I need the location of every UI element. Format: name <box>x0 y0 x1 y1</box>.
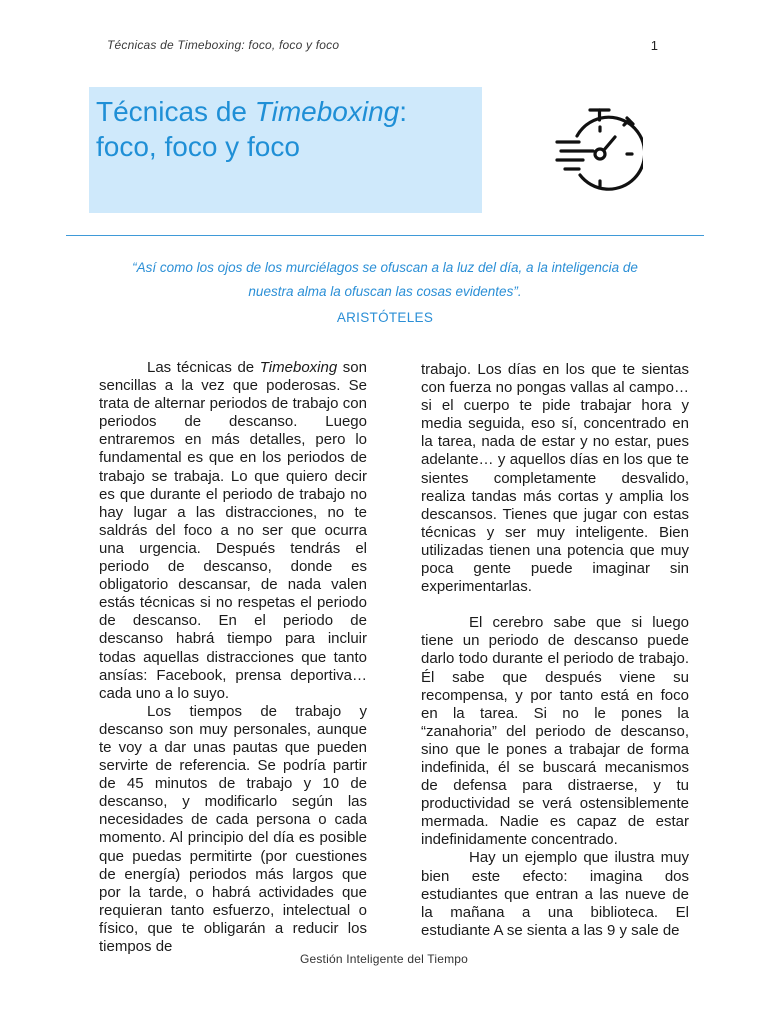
page-title <box>96 94 407 164</box>
paragraph-text: son sencillas a la vez que poderosas. Se trata de alternar periodos de trabajo con periodos de descanso. Luego entraremos en más detalles, pero lo fundamental es que en los periodos de trabajo se trabaja. Lo que quiero decir es que durante el periodo de trabajo no hay lugar a las distracciones, no te saldrás del foco a no ser que ocurra una urgencia. Después tendrás el periodo de descanso, donde es obligatorio descansar, de nada valen estás técnicas si no respetas el periodo de descanso. En el periodo de descanso habrá tiempo para incluir todas aquellas distracciones que tanto ansías: Facebook, prensa deportiva… cada uno a lo suyo. <box>99 359 367 702</box>
page-footer: Gestión Inteligente del Tiempo <box>299 952 469 966</box>
divider-line <box>66 235 704 236</box>
title-prefix: Técnicas de <box>96 96 255 127</box>
stopwatch-speed-icon <box>553 105 643 195</box>
running-header: Técnicas de Timeboxing: foco, foco y foco <box>107 38 340 52</box>
emphasis-term: Timeboxing <box>259 359 338 376</box>
title-suffix: : <box>399 96 408 127</box>
epigraph-quote <box>66 256 704 304</box>
paragraph: Hay un ejemplo que ilustra muy bien este efecto: imagina dos estudiantes que entran a las nueve de la mañana a una biblioteca. El estudiante A se sienta a las 9 y sale de <box>421 849 689 939</box>
body-column-right <box>421 361 689 940</box>
paragraph: El cerebro sabe que si luego tiene un periodo de descanso puede darlo todo durante el periodo de trabajo. Él sabe que después viene su recompensa, y por tanto está en foco en la tarea. Si no le pones la “zanahoria” del periodo de descanso, sino que le pones a trabajar de forma indefinida, él se buscará mecanismos de defensa para distraerse, y tu productividad se verá ostensiblemente mermada. Nadie es capaz de estar indefinidamente concentrado. <box>421 614 689 849</box>
paragraph-text: Las técnicas de <box>147 359 260 376</box>
body-column-left <box>99 359 367 956</box>
quote-line-1: “Así como los ojos de los murciélagos se ofuscan a la luz del día, a la inteligencia de <box>132 260 638 275</box>
paragraph: Los tiempos de trabajo y descanso son muy personales, aunque te voy a dar unas pautas que pueden servirte de referencia. Se podría partir de 45 minutos de trabajo y 10 de descanso, y modificarlo según las necesidades de cada persona o cada momento. Al principio del día es posible que puedas permitirte (por cuestiones de energía) periodos más largos que por la tarde, o habrá actividades que requieran tanto esfuerzo, intelectual o físico, que te obligarán a reducir los tiempos de <box>99 702 367 955</box>
quote-author: ARISTÓTELES <box>336 310 434 325</box>
quote-line-2: nuestra alma la ofuscan las cosas evidentes”. <box>248 284 522 299</box>
paragraph: trabajo. Los días en los que te sientas con fuerza no pongas vallas al campo… si el cuerpo te pide trabajar hora y media seguida, eso sí, concentrado en la tarea, nada de estar y no estar, pues adelante… y aquellos días en los que te sientes completamente desvalido, realiza tandas más cortas y amplia los descansos. Tienes que jugar con estas técnicas y ser muy inteligente. Bien utilizadas tienen una potencia que muy poca gente puede imaginar sin experimentarlas. <box>421 361 689 596</box>
page-number: 1 <box>650 38 658 53</box>
paragraph <box>99 359 367 703</box>
title-box <box>89 87 482 213</box>
title-italic-term: Timeboxing <box>254 96 400 127</box>
title-line-2: foco, foco y foco <box>96 131 300 162</box>
title-line-1 <box>96 94 407 129</box>
